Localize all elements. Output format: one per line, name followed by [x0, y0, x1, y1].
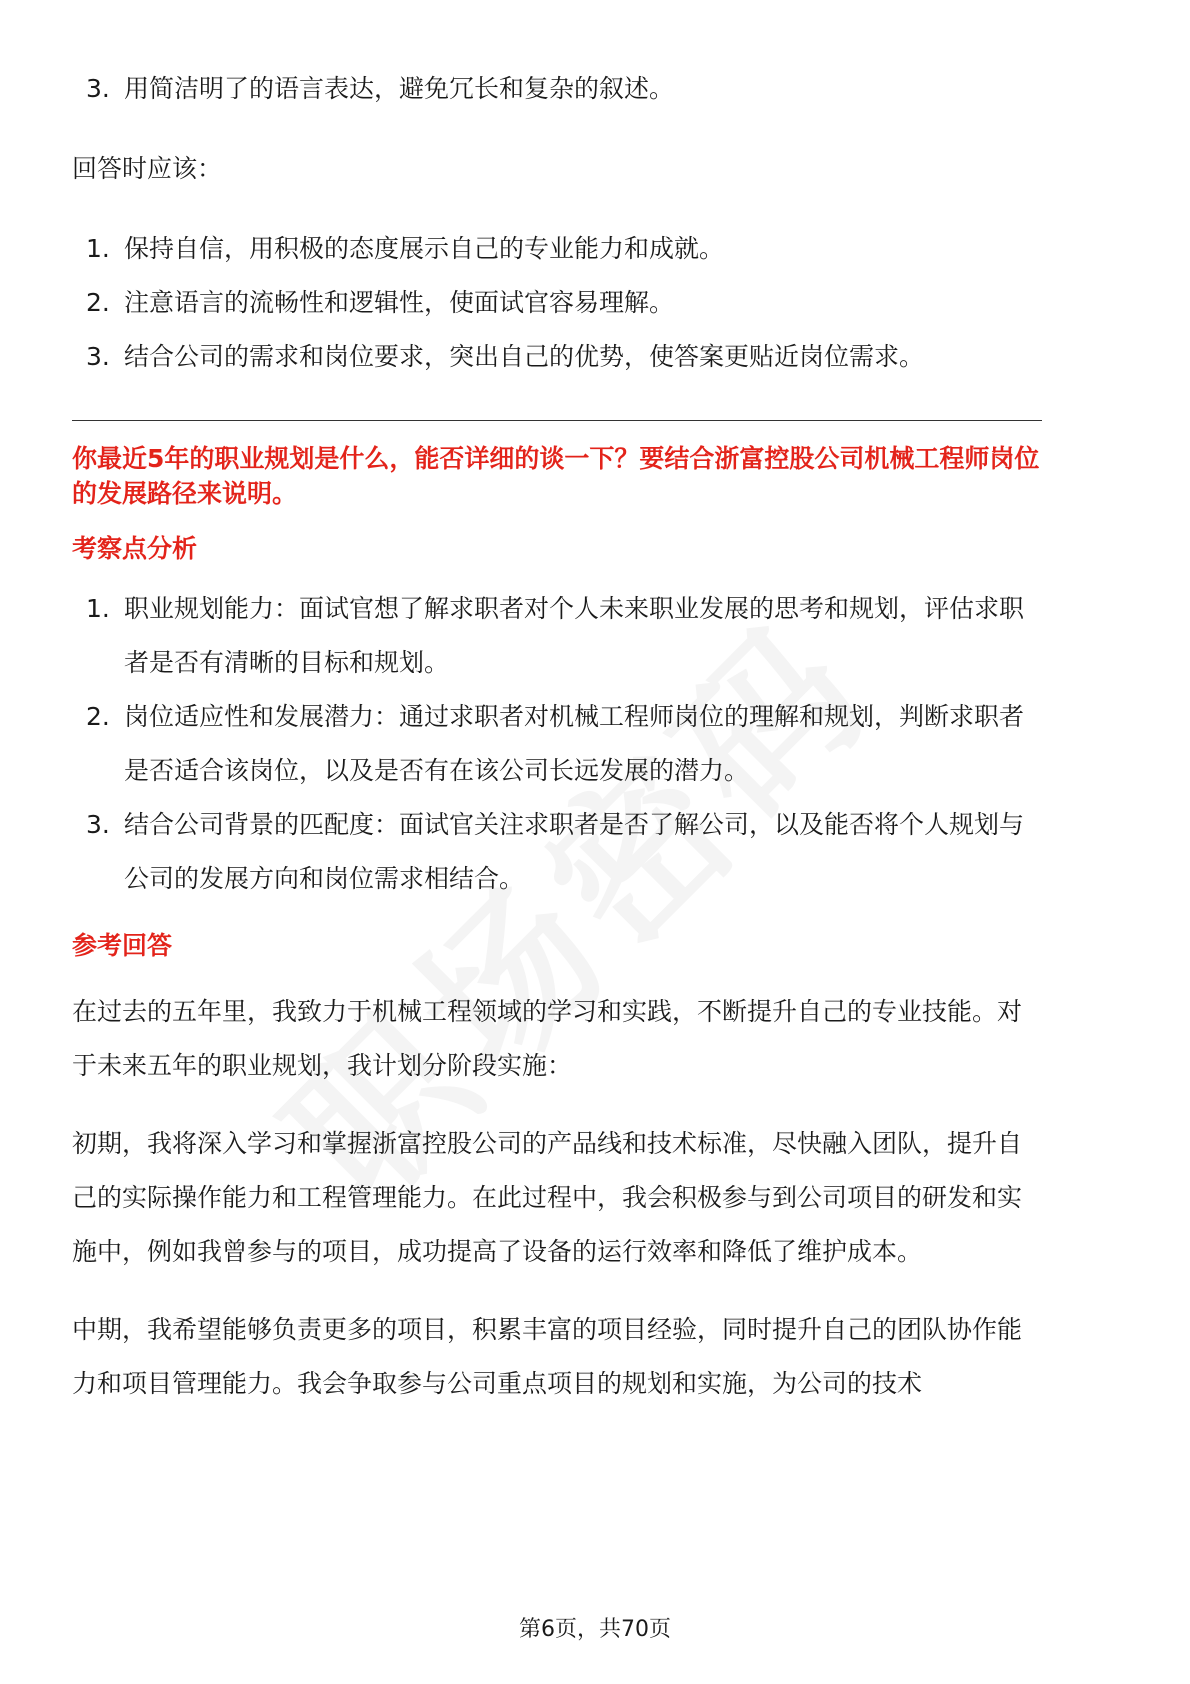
- page-footer: 第6页，共70页: [519, 1617, 671, 1642]
- list-item: [72, 328, 1128, 386]
- list-text: 职业规划能力：面试官想了解求职者对个人未来职业发展的思考和规划，评估求职者是否有清晰的目标和规划。: [124, 594, 1025, 677]
- reference-paragraph: 在过去的五年里，我致力于机械工程领域的学习和实践，不断提升自己的专业技能。对于未来五年的职业规划，我计划分阶段实施：: [72, 997, 1023, 1080]
- list-text: 结合公司的需求和岗位要求，突出自己的优势，使答案更贴近岗位需求。: [124, 342, 925, 371]
- analysis-heading: 考察点分析: [72, 534, 198, 563]
- list-text: 保持自信，用积极的态度展示自己的专业能力和成就。: [124, 234, 725, 263]
- list-number: 2.: [86, 288, 110, 317]
- analysis-list: [72, 582, 1042, 906]
- question-title: 你最近5年的职业规划是什么，能否详细的谈一下？要结合浙富控股公司机械工程师岗位的发展路径来说明。: [72, 444, 1040, 508]
- list-item: [72, 690, 1042, 798]
- reference-paragraph: 中期，我希望能够负责更多的项目，积累丰富的项目经验，同时提升自己的团队协作能力和项目管理能力。我会争取参与公司重点项目的规划和实施，为公司的技术: [72, 1315, 1023, 1398]
- list-text: 用简洁明了的语言表达，避免冗长和复杂的叙述。: [124, 74, 675, 103]
- reference-heading: 参考回答: [72, 931, 173, 960]
- answer-should-label: 回答时应该：: [72, 154, 223, 183]
- list-text: 注意语言的流畅性和逻辑性，使面试官容易理解。: [124, 288, 675, 317]
- list-item: [72, 582, 1042, 690]
- list-number: 3.: [86, 342, 110, 371]
- answer-should-list: [72, 220, 1128, 386]
- list-text: 岗位适应性和发展潜力：通过求职者对机械工程师岗位的理解和规划，判断求职者是否适合该岗位，以及是否有在该公司长远发展的潜力。: [124, 702, 1025, 785]
- list-text: 结合公司背景的匹配度：面试官关注求职者是否了解公司，以及能否将个人规划与公司的发展方向和岗位需求相结合。: [124, 810, 1025, 893]
- list-number: 1.: [86, 234, 110, 263]
- list-item: [72, 60, 1128, 118]
- section-divider: [72, 420, 1042, 421]
- reference-paragraph: 初期，我将深入学习和掌握浙富控股公司的产品线和技术标准，尽快融入团队，提升自己的实际操作能力和工程管理能力。在此过程中，我会积极参与到公司项目的研发和实施中，例如我曾参与的项目，成功提高了设备的运行效率和降低了维护成本。: [72, 1129, 1023, 1266]
- list-item: [72, 220, 1128, 278]
- list-number: 1.: [86, 594, 110, 623]
- list-number: 3.: [86, 74, 110, 103]
- list-number: 3.: [86, 810, 110, 839]
- page-content: [72, 60, 1128, 1411]
- top-list: [72, 60, 1128, 118]
- list-item: [72, 798, 1042, 906]
- list-number: 2.: [86, 702, 110, 731]
- list-item: [72, 274, 1128, 332]
